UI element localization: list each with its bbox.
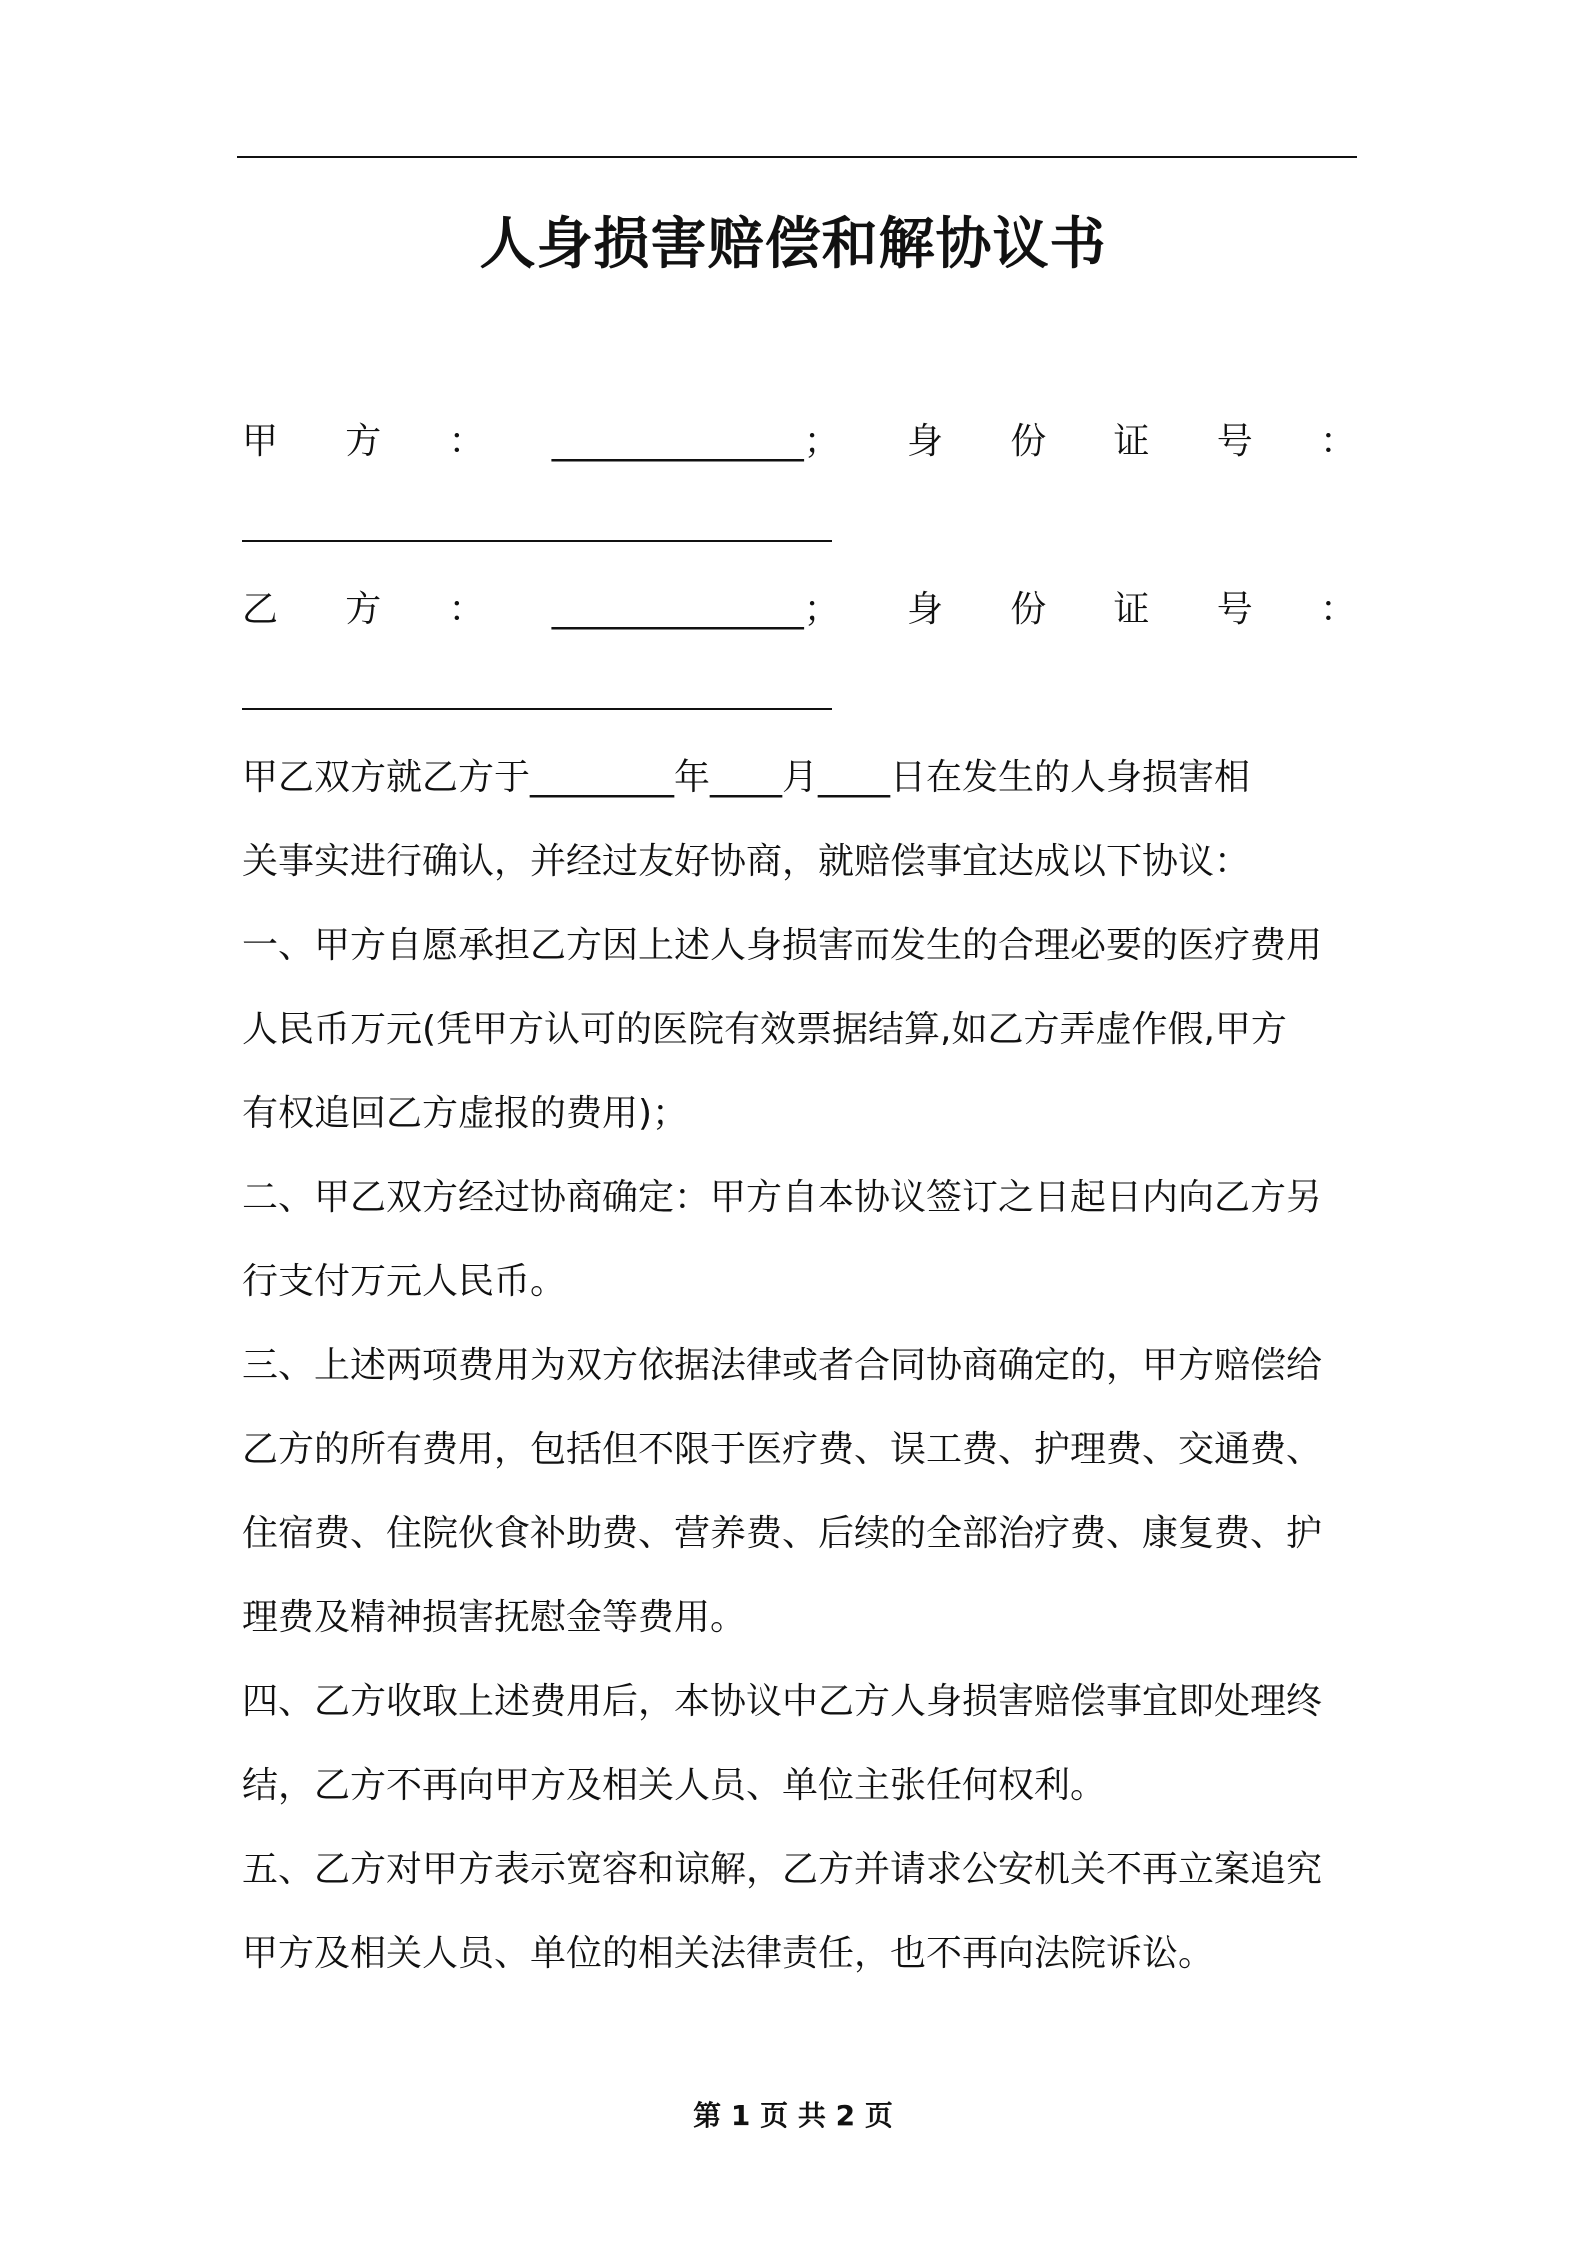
body-line: 五、乙方对甲方表示宽容和谅解，乙方并请求公安机关不再立案追究 xyxy=(242,1849,1323,1890)
body-line: 住宿费、住院伙食补助费、营养费、后续的全部治疗费、康复费、护 xyxy=(242,1513,1323,1554)
body-line: 甲乙双方就乙方于________年____月____日在发生的人身损害相 xyxy=(242,757,1251,798)
party-b-cell: 方 xyxy=(345,589,382,630)
body-line: 理费及精神损害抚慰金等费用。 xyxy=(242,1597,747,1638)
page-number-footer: 第 1 页 共 2 页 xyxy=(693,2099,893,2132)
party-a-cell: 证 xyxy=(1113,421,1150,462)
party-a-cell: 号 xyxy=(1216,421,1253,462)
header-rule xyxy=(237,156,1357,158)
party-b-name-blank: ______________； xyxy=(551,589,840,630)
body-line: 一、甲方自愿承担乙方因上述人身损害而发生的合理必要的医疗费用 xyxy=(242,925,1323,966)
party-b-cell: 身 xyxy=(906,589,943,630)
party-a-cell: 甲 xyxy=(242,421,279,462)
body-line: 乙方的所有费用，包括但不限于医疗费、误工费、护理费、交通费、 xyxy=(242,1429,1323,1470)
body-line: 有权追回乙方虚报的费用)； xyxy=(242,1093,689,1134)
party-a-row xyxy=(242,400,1356,484)
party-a-cell: 身 xyxy=(906,421,943,462)
body-line: 关事实进行确认，并经过友好协商，就赔偿事宜达成以下协议： xyxy=(242,841,1251,882)
party-a-cell: ： xyxy=(448,421,485,462)
party-a-id-blank xyxy=(242,484,1356,568)
body-line: 二、甲乙双方经过协商确定：甲方自本协议签订之日起日内向乙方另 xyxy=(242,1177,1323,1218)
party-b-cell: ： xyxy=(448,589,485,630)
body-line: 行支付万元人民币。 xyxy=(242,1261,567,1302)
party-b-id-blank xyxy=(242,652,1356,736)
party-b-cell: 份 xyxy=(1010,589,1047,630)
body-line: 人民币万元(凭甲方认可的医院有效票据结算,如乙方弄虚作假,甲方 xyxy=(242,1009,1287,1050)
body-line: 甲方及相关人员、单位的相关法律责任，也不再向法院诉讼。 xyxy=(242,1933,1215,1974)
blank-rule xyxy=(242,540,832,542)
party-b-cell: 号 xyxy=(1216,589,1253,630)
document-title: 人身损害赔偿和解协议书 xyxy=(479,212,1107,277)
party-a-cell: ： xyxy=(1319,421,1356,462)
document-body xyxy=(242,400,1356,1996)
party-a-name-blank: ______________； xyxy=(551,421,840,462)
body-line: 结，乙方不再向甲方及相关人员、单位主张任何权利。 xyxy=(242,1765,1107,1806)
party-b-cell: ： xyxy=(1319,589,1356,630)
body-line: 四、乙方收取上述费用后，本协议中乙方人身损害赔偿事宜即处理终 xyxy=(242,1681,1323,1722)
body-line: 三、上述两项费用为双方依据法律或者合同协商确定的，甲方赔偿给 xyxy=(242,1345,1323,1386)
party-a-cell: 份 xyxy=(1010,421,1047,462)
party-b-row xyxy=(242,568,1356,652)
party-a-cell: 方 xyxy=(345,421,382,462)
party-b-cell: 证 xyxy=(1113,589,1150,630)
party-b-cell: 乙 xyxy=(242,589,279,630)
blank-rule xyxy=(242,708,832,710)
